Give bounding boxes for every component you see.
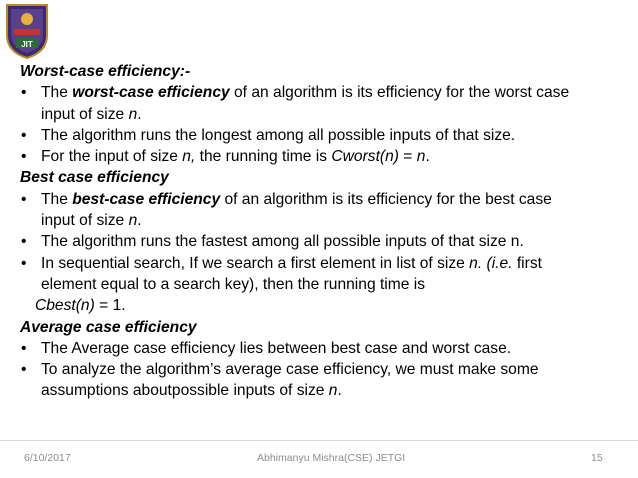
footer-date: 6/10/2017 bbox=[24, 452, 71, 464]
text-run: assumptions aboutpossible inputs of size bbox=[41, 382, 329, 400]
emphasis-bold-italic: worst-case efficiency bbox=[72, 84, 230, 102]
emphasis-italic: Cbest(n) bbox=[35, 297, 95, 315]
footer-author: Abhimanyu Mishra(CSE) JETGI bbox=[257, 452, 406, 464]
text-run: The algorithm runs the fastest among all possible inputs of that size n. bbox=[41, 233, 524, 251]
footer-divider bbox=[0, 440, 638, 441]
text-run: The bbox=[41, 84, 73, 102]
text-run: In sequential search, If we search a first element in list of size bbox=[41, 254, 470, 272]
bullet-item bbox=[20, 189, 620, 232]
text-run: first bbox=[512, 254, 542, 272]
svg-text:JIT: JIT bbox=[21, 40, 33, 49]
text-run: element equal to a search key), then the running time is bbox=[41, 275, 425, 293]
slide-body bbox=[20, 61, 620, 402]
text-run: of an algorithm is its efficiency for the worst case bbox=[229, 84, 570, 102]
bullet-line bbox=[41, 189, 620, 210]
section-heading: Best case efficiency bbox=[20, 169, 169, 187]
page-number: 15 bbox=[591, 452, 603, 464]
bullet-dot-icon: • bbox=[21, 190, 27, 208]
bullet-item bbox=[20, 338, 620, 359]
emphasis-italic: n, bbox=[182, 148, 196, 166]
text-run: of an algorithm is its efficiency for the best case bbox=[220, 190, 552, 208]
bullet-line bbox=[41, 380, 620, 401]
bullet-item bbox=[20, 146, 620, 167]
bullet-line bbox=[41, 338, 620, 359]
text-run: the running time is bbox=[195, 148, 332, 166]
text-run: input of size bbox=[41, 212, 129, 230]
emphasis-italic: n bbox=[416, 148, 426, 166]
bullet-line bbox=[41, 253, 620, 274]
emphasis-italic: n bbox=[328, 382, 338, 400]
bullet-item bbox=[20, 125, 620, 146]
text-run: . bbox=[425, 148, 430, 166]
text-run: . bbox=[337, 382, 342, 400]
bullet-item bbox=[20, 82, 620, 125]
bullet-item bbox=[20, 359, 620, 402]
text-run: . bbox=[137, 105, 142, 123]
text-run: = 1. bbox=[94, 297, 126, 315]
formula-line bbox=[20, 295, 620, 316]
emphasis-bold-italic: best-case efficiency bbox=[72, 190, 221, 208]
bullet-line bbox=[41, 125, 620, 146]
text-run: To analyze the algorithm’s average case efficiency, we must make some bbox=[41, 361, 539, 379]
bullet-item bbox=[20, 253, 620, 296]
bullet-line bbox=[41, 231, 620, 252]
bullet-dot-icon: • bbox=[21, 126, 27, 144]
emphasis-italic: Cworst(n) bbox=[331, 148, 399, 166]
emphasis-italic: n bbox=[128, 105, 138, 123]
bullet-dot-icon: • bbox=[21, 148, 27, 166]
college-logo bbox=[4, 2, 50, 60]
text-run: = bbox=[398, 148, 417, 166]
text-run: . bbox=[137, 212, 142, 230]
bullet-dot-icon: • bbox=[21, 361, 27, 379]
bullet-line bbox=[41, 146, 620, 167]
bullet-dot-icon: • bbox=[21, 254, 27, 272]
text-run: The Average case efficiency lies between best case and worst case. bbox=[41, 339, 512, 357]
bullet-line bbox=[41, 359, 620, 380]
section-heading: Worst-case efficiency:- bbox=[20, 63, 191, 80]
bullet-line bbox=[41, 82, 620, 103]
bullet-dot-icon: • bbox=[21, 339, 27, 357]
emphasis-italic: n. (i.e. bbox=[469, 254, 513, 272]
bullet-dot-icon: • bbox=[21, 233, 27, 251]
text-run: input of size bbox=[41, 105, 129, 123]
bullet-item bbox=[20, 231, 620, 252]
emphasis-italic: n bbox=[128, 212, 138, 230]
text-run: The bbox=[41, 190, 73, 208]
bullet-line bbox=[41, 210, 620, 231]
text-run: For the input of size bbox=[41, 148, 183, 166]
bullet-line bbox=[41, 274, 620, 295]
section-heading: Average case efficiency bbox=[20, 318, 197, 336]
bullet-line bbox=[41, 104, 620, 125]
bullet-dot-icon: • bbox=[21, 84, 27, 102]
text-run: The algorithm runs the longest among all possible inputs of that size. bbox=[41, 126, 516, 144]
